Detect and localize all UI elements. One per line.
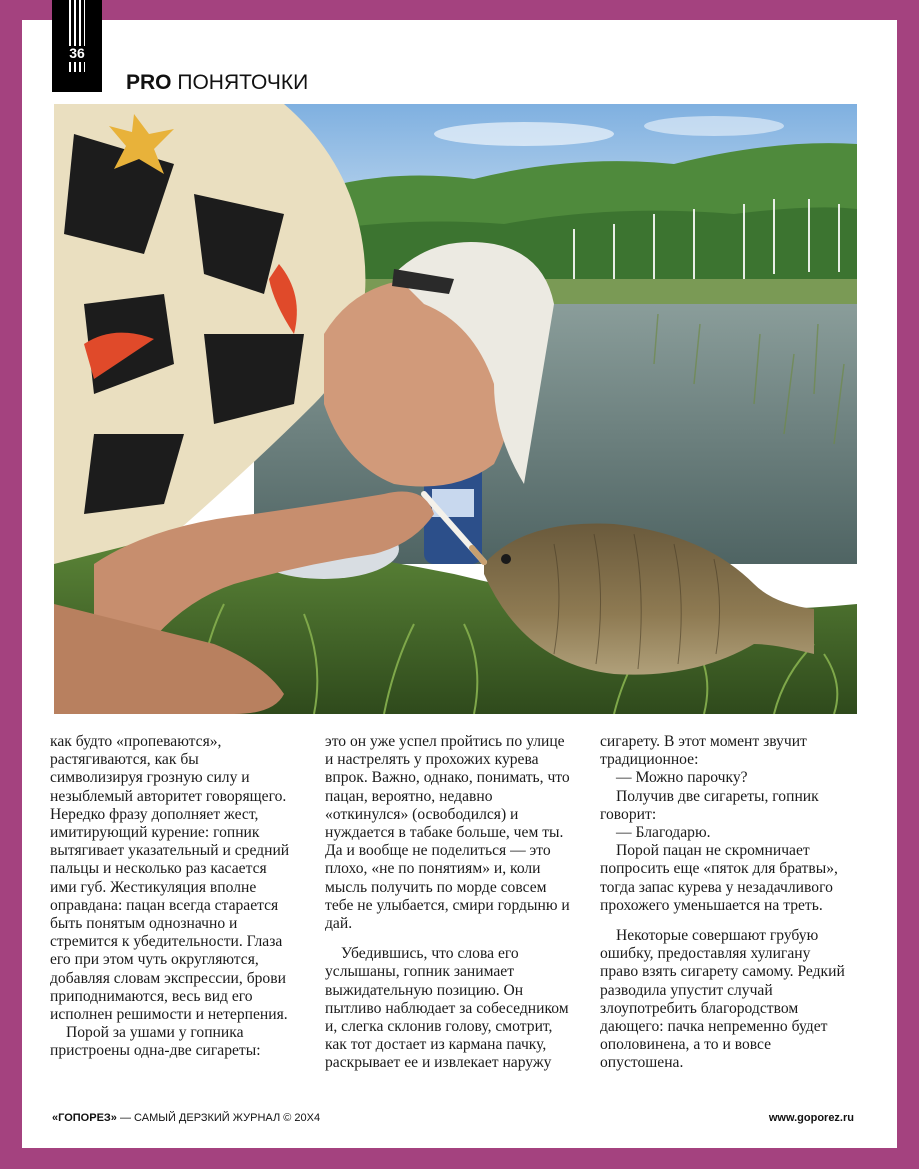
section-title-rest: ПОНЯТОЧКИ (177, 71, 309, 94)
paragraph: Некоторые совершают грубую ошибку, предоставляя хулигану право взять сигарету самому. Редкий разводила упустит случай злоупотребить благородством дающего: пачка непременно будет ополовинена, а то и вовсе опустошена. (600, 927, 845, 1072)
tab-stripes-bottom (69, 62, 85, 72)
dialogue-line: — Можно парочку? (616, 769, 748, 787)
article-photo (54, 104, 857, 714)
page-number-tab (52, 0, 102, 92)
paragraph: это он уже успел пройтись по улице и настрелять у прохожих курева впрок. Важно, однако, понимать, что пацан, вероятно, недавно «откинулся» (освободился) и нуждается в табаке больше, чем ты. Да и вообще не поделиться — это плохо, «не по понятиям» и, коли мысль получить по морде совсем тебе не улыбается, смири гордыню и дай. (325, 733, 570, 933)
article-column-1 (50, 733, 295, 1061)
footer-tagline: — САМЫЙ ДЕРЗКИЙ ЖУРНАЛ © 20Х4 (116, 1112, 321, 1124)
paragraph: Убедившись, что слова его услышаны, гопник занимает выжидательную позицию. Он пытливо наблюдает за собеседником и, слегка склонив голову, смотрит, как тот достает из кармана пачку, раскрывает ее и извлекает наружу (325, 945, 569, 1072)
footer-magazine-credit (52, 1111, 320, 1125)
article-column-3 (600, 733, 845, 1073)
photo-icon (54, 104, 857, 714)
section-title-bold: PRO (126, 71, 172, 94)
magazine-page (22, 20, 897, 1148)
dialogue-line: — Благодарю. (616, 824, 711, 842)
tab-stripes-top (69, 0, 85, 46)
footer-magazine-name: «ГОПОРЕЗ» (52, 1112, 117, 1124)
section-title (126, 70, 308, 96)
page-number: 36 (69, 45, 85, 61)
paragraph: Получив две сигареты, гопник говорит: (600, 787, 819, 823)
paragraph: как будто «пропеваются», растягиваются, как бы символизируя грозную силу и незыблемый авторитет говорящего. Нередко фразу дополняет жест, имитирующий курение: гопник вытягивает указательный и средний пальцы и несколько раз касается ими губ. Жестикуляция вполне оправдана: пацан всегда старается быть понятым однозначно и стремится к убедительности. Глаза его при этом чуть округляются, добавляя словам экспрессии, брови приподнимаются, весь вид его исполнен решимости и нетерпения. (50, 733, 290, 1024)
article-column-2 (325, 733, 570, 1073)
paragraph: Порой пацан не скромничает попросить еще «пяток для братвы», тогда запас курева у незадачливого прохожего уменьшается на треть. (600, 842, 838, 914)
paragraph: сигарету. В этот момент звучит традиционное: (600, 733, 807, 769)
paragraph: Порой за ушами у гопника пристроены одна-две сигареты: (50, 1024, 261, 1060)
footer-website-link[interactable]: www.goporez.ru (768, 1112, 854, 1124)
